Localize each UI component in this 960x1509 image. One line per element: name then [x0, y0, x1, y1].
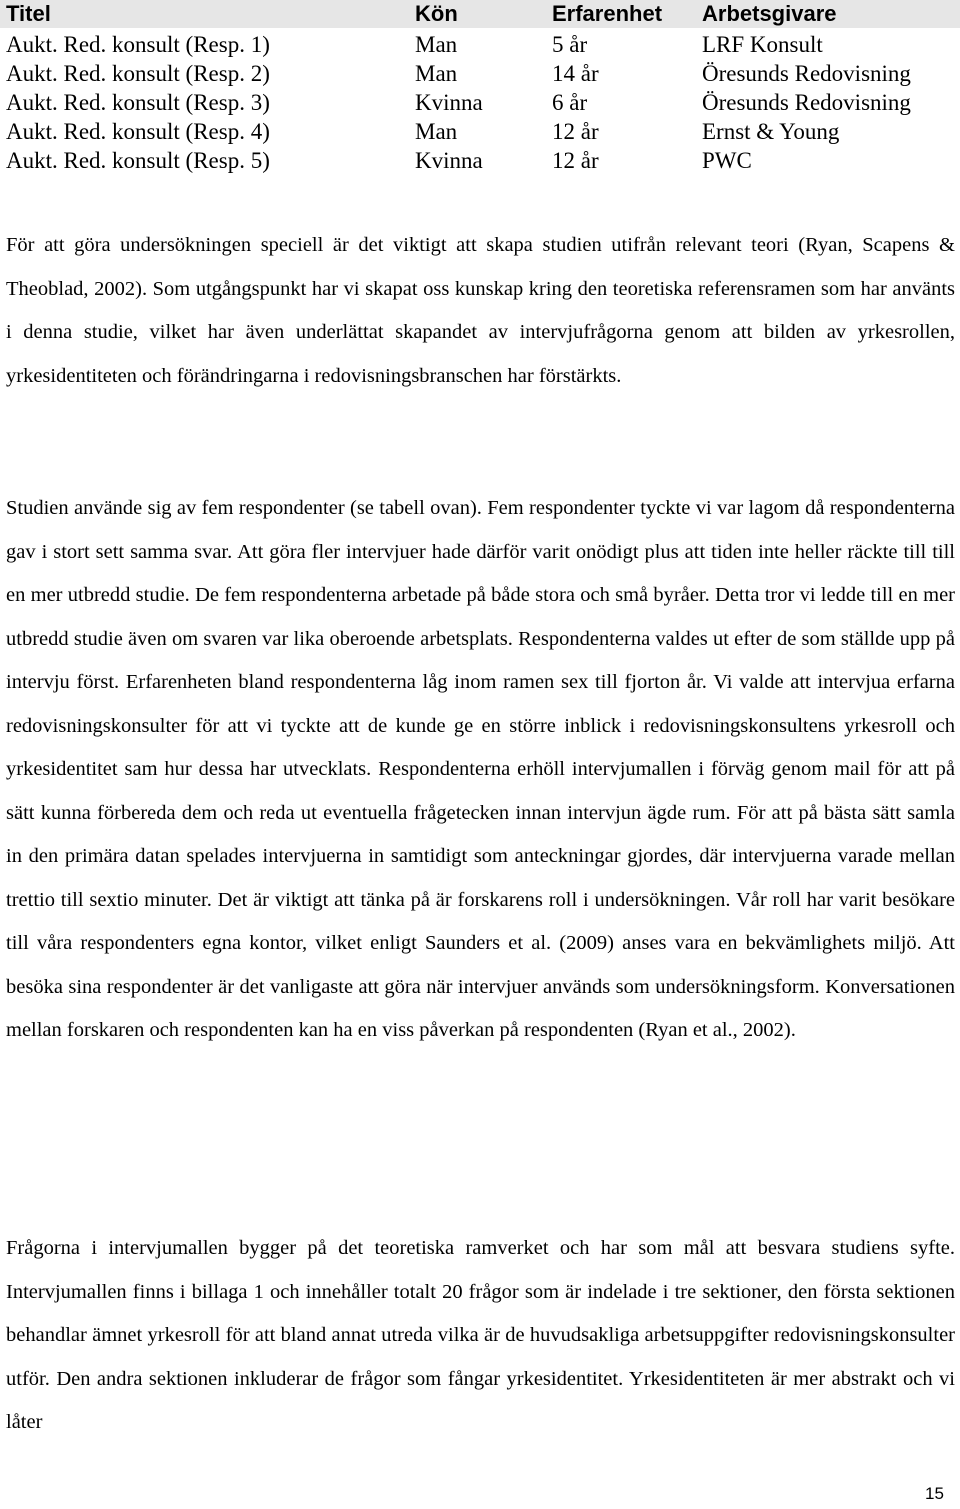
body-paragraph: Studien använde sig av fem respondenter (se tabell ovan). Fem respondenter tyckte vi var lagom då respondenterna gav i stort sett samma svar. Att göra fler intervjuer hade därför varit onödigt plus att tiden inte heller räckte till till en mer utbredd studie. De fem respondenterna arbetade på både stora och små byråer. Detta tror vi ledde till en mer utbredd studie även om svaren var lika oberoende arbetsplats. Respondenterna valdes ut efter de som ställde upp på intervju först. Erfarenheten bland respondenterna låg inom ramen sex till fjorton år. Vi valde att intervjua erfarna redovisningskonsulter för att vi tyckte att de kunde ge en större inblick i redovisningskonsultens yrkesroll och yrkesidentitet sam hur dessa har utvecklats. Respondenterna erhöll intervjumallen i förväg genom mail för att på sätt kunna förbereda dem och reda ut eventuella frågetecken innan intervjun ägde rum. För att på bästa sätt samla in den primära datan spelades intervjuerna in samtidigt som anteckningar gjordes, där intervjuerna varade mellan trettio till sextio minuter. Det är viktigt att tänka på är forskarens roll i undersökningen. Vår roll har varit besökare till våra respondenters egna kontor, vilket enligt Saunders et al. (2009) anses vara en bekvämlighets miljö. Att besöka sina respondenter är det vanligaste att göra när intervjuer används som undersökningsform. Konversationen mellan forskaren och respondenten kan ha en viss påverkan på respondenten (Ryan et al., 2002).: [6, 497, 955, 1041]
table-cell-kon: Kvinna: [415, 90, 483, 115]
table-cell-erfarenhet: 14 år: [552, 61, 599, 86]
body-paragraph: Frågorna i intervjumallen bygger på det teoretiska ramverket och har som mål att besvara studiens syfte. Intervjumallen finns i billaga 1 och innehåller totalt 20 frågor som är indelade i tre sektioner, den första sektionen behandlar ämnet yrkesroll för att bland annat utreda vilka är de huvudsakliga arbetsuppgifter redovisningskonsulter utför. Den andra sektionen inkluderar de frågor som fångar yrkesidentitet. Yrkesidentiteten är mer abstrakt och vi låter: [6, 1237, 955, 1433]
header-titel: Titel: [6, 1, 51, 26]
table-cell-erfarenhet: 6 år: [552, 90, 588, 115]
table-cell-kon: Man: [415, 32, 458, 57]
table-cell-kon: Man: [415, 61, 458, 86]
table-cell-erfarenhet: 12 år: [552, 119, 599, 144]
header-arbetsgivare: Arbetsgivare: [702, 1, 837, 26]
table-cell-kon: Man: [415, 119, 458, 144]
table-cell-arbetsgivare: LRF Konsult: [702, 32, 823, 57]
table-cell-titel: Aukt. Red. konsult (Resp. 2): [6, 61, 270, 86]
header-erfarenhet: Erfarenhet: [552, 1, 663, 26]
table-cell-titel: Aukt. Red. konsult (Resp. 5): [6, 148, 270, 173]
table-cell-kon: Kvinna: [415, 148, 483, 173]
table-cell-erfarenhet: 12 år: [552, 148, 599, 173]
table-cell-arbetsgivare: PWC: [702, 148, 752, 173]
table-cell-arbetsgivare: Öresunds Redovisning: [702, 61, 911, 86]
header-kon: Kön: [415, 1, 458, 26]
table-cell-titel: Aukt. Red. konsult (Resp. 3): [6, 90, 270, 115]
table-cell-titel: Aukt. Red. konsult (Resp. 1): [6, 32, 270, 57]
body-paragraph: För att göra undersökningen speciell är det viktigt att skapa studien utifrån relevant teori (Ryan, Scapens & Theoblad, 2002). Som utgångspunkt har vi skapat oss kunskap kring den teoretiska referensramen som har använts i denna studie, vilket har även underlättat skapandet av intervjufrågorna genom att bilden av yrkesrollen, yrkesidentiteten och förändringarna i redovisningsbranschen har förstärkts.: [6, 234, 955, 387]
table-cell-erfarenhet: 5 år: [552, 32, 588, 57]
table-cell-titel: Aukt. Red. konsult (Resp. 4): [6, 119, 270, 144]
page-number: 15: [925, 1484, 944, 1503]
table-cell-arbetsgivare: Ernst & Young: [702, 119, 840, 144]
table-cell-arbetsgivare: Öresunds Redovisning: [702, 90, 911, 115]
